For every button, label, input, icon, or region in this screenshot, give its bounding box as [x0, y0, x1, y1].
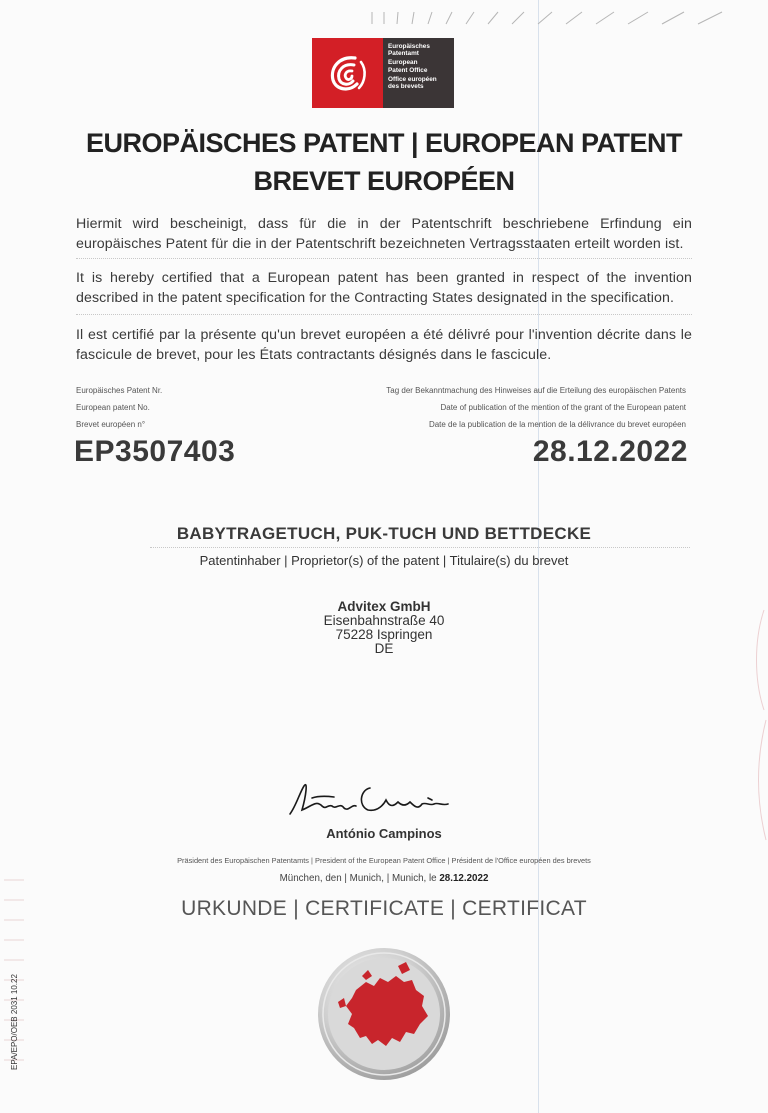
- top-decorative-marks: [370, 8, 750, 28]
- proprietor-address: [0, 600, 768, 656]
- place-and-date: [0, 873, 768, 884]
- logo-text-en-1: European: [388, 59, 418, 67]
- title-line-1: EUROPÄISCHES PATENT | EUROPEAN PATENT: [85, 128, 683, 158]
- issue-date: 28.12.2022: [439, 873, 489, 884]
- title-line-2: BREVET EUROPÉEN: [253, 166, 515, 196]
- divider: [76, 258, 692, 259]
- europe-seal-icon: [316, 946, 452, 1082]
- epo-logo: [312, 38, 454, 108]
- form-code: EPA/EPO/OEB 2031 10.22: [10, 974, 19, 1070]
- patent-number-label-en: European patent No.: [76, 403, 150, 412]
- certification-text-en: It is hereby certified that a European patent has been granted in respect of the invention described in the patent specification for the Contracting States designated in the specification.: [76, 270, 692, 306]
- patent-number: EP3507403: [74, 435, 236, 468]
- logo-text-en-2: Patent Office: [388, 66, 428, 74]
- logo-text-de-1: Europäisches: [388, 43, 430, 50]
- certification-text-de: Hiermit wird bescheinigt, dass für die in der Patentschrift beschriebene Erfindung ein europäisches Patent für die in der Patentschrift bezeichneten Vertragsstaaten erteilt worden ist.: [76, 216, 692, 252]
- logo-text-fr-1: Office européen: [388, 75, 437, 83]
- proprietor-label: Patentinhaber | Proprietor(s) of the patent | Titulaire(s) du brevet: [199, 553, 569, 568]
- certification-text-fr: Il est certifié par la présente qu'un brevet européen a été délivré pour l'invention décrite dans le fascicule de brevet, pour les États contractants désignés dans le fascicule.: [76, 327, 692, 363]
- certificate-heading: URKUNDE | CERTIFICATE | CERTIFICAT: [181, 897, 587, 920]
- signer-name: António Campinos: [326, 826, 442, 841]
- proprietor-city: 75228 Ispringen: [335, 627, 433, 642]
- divider: [76, 314, 692, 315]
- epo-logo-text: [383, 38, 454, 108]
- invention-title: BABYTRAGETUCH, PUK-TUCH UND BETTDECKE: [176, 524, 592, 543]
- publication-date-label-de: Tag der Bekanntmachung des Hinweises auf die Erteilung des europäischen Patents: [386, 386, 686, 395]
- divider: [150, 547, 690, 548]
- publication-date-label-fr: Date de la publication de la mention de la délivrance du brevet européen: [428, 420, 686, 429]
- epo-logo-mark: [312, 38, 383, 108]
- edge-decorative-marks: [738, 600, 768, 860]
- place-text: München, den | Munich, | Munich, le: [279, 873, 437, 884]
- publication-date: 28.12.2022: [532, 435, 688, 468]
- signature: [282, 776, 482, 826]
- logo-text-fr-2: des brevets: [388, 83, 424, 91]
- patent-number-labels: [76, 382, 162, 433]
- proprietor-country: DE: [374, 641, 394, 656]
- logo-text-de-2: Patentamt: [388, 50, 419, 58]
- proprietor-name: Advitex GmbH: [337, 599, 431, 614]
- patent-number-label-de: Europäisches Patent Nr.: [76, 386, 163, 395]
- publication-date-label-en: Date of publication of the mention of the grant of the European patent: [440, 403, 686, 412]
- patent-number-label-fr: Brevet européen n°: [76, 420, 146, 429]
- signer-title: Präsident des Europäischen Patentamts | President of the European Patent Office | Président de l'Office européen des brevets: [177, 856, 591, 865]
- proprietor-street: Eisenbahnstraße 40: [323, 613, 445, 628]
- publication-date-labels: [386, 382, 686, 433]
- epo-spiral-icon: [325, 50, 371, 96]
